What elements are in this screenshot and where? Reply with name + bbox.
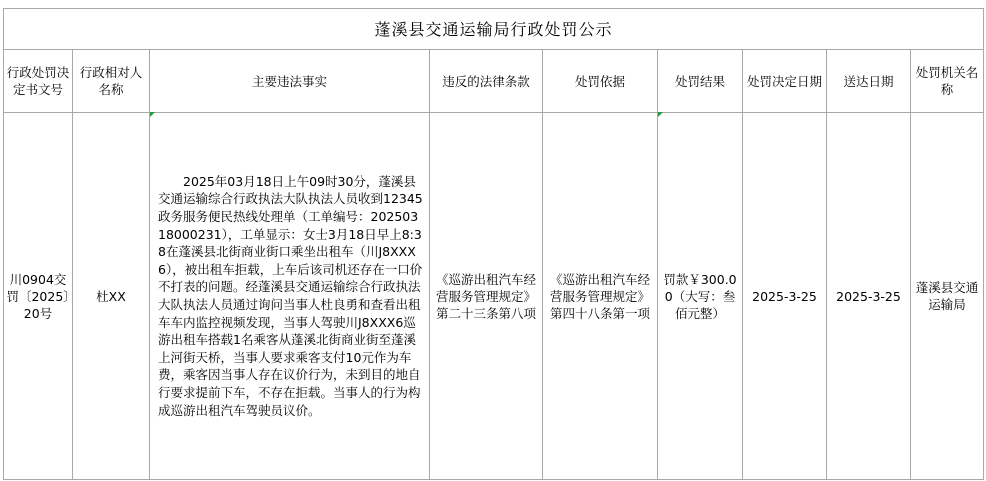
cell-penalty-basis[interactable]: 《巡游出租汽车经营服务管理规定》第四十八条第一项 <box>543 113 658 480</box>
header-decision-date[interactable]: 处罚决定日期 <box>743 50 827 113</box>
header-party-name[interactable]: 行政相对人名称 <box>73 50 150 113</box>
cell-delivery-date[interactable]: 2025-3-25 <box>827 113 911 480</box>
facts-text: 2025年03月18日上午09时30分，蓬溪县交通运输综合行政执法大队执法人员收到12345政务服务便民热线处理单（工单编号：20250318000231），工单显示：女士3月18日早上8:38在蓬溪县北街商业街口乘坐出租车（川J8XXX6），被出租车拒载，上车后该司机还存在一口价不打表的问题。经蓬溪县交通运输综合行政执法大队执法人员通过询问当事人杜良勇和查看出租车车内监控视频发现，当事人驾驶川J8XXX6巡游出租车搭载1名乘客从蓬溪北街商业街至蓬溪上河街天桥，当事人要求乘客支付10元作为车费，乘客因当事人存在议价行为，未到目的地自行要求提前下车，不存在拒载。当事人的行为构成巡游出租汽车驾驶员议价。 <box>158 173 423 418</box>
cell-comment-marker-icon <box>658 112 663 117</box>
header-penalty-basis[interactable]: 处罚依据 <box>543 50 658 113</box>
header-row <box>4 50 984 113</box>
cell-doc-number[interactable]: 川0904交罚〔2025〕20号 <box>4 113 73 480</box>
cell-authority[interactable]: 蓬溪县交通运输局 <box>911 113 984 480</box>
cell-result[interactable]: 罚款￥300.00（大写：叁佰元整） <box>658 113 743 480</box>
header-delivery-date[interactable]: 送达日期 <box>827 50 911 113</box>
penalty-table <box>3 8 984 480</box>
cell-comment-marker-icon <box>150 112 155 117</box>
header-violated-clause[interactable]: 违反的法律条款 <box>430 50 543 113</box>
cell-party-name[interactable]: 杜XX <box>73 113 150 480</box>
header-result[interactable]: 处罚结果 <box>658 50 743 113</box>
table-row <box>4 113 984 480</box>
header-doc-number[interactable]: 行政处罚决定书文号 <box>4 50 73 113</box>
cell-decision-date[interactable]: 2025-3-25 <box>743 113 827 480</box>
table-title[interactable]: 蓬溪县交通运输局行政处罚公示 <box>4 9 984 50</box>
cell-facts[interactable] <box>150 113 430 480</box>
header-authority[interactable]: 处罚机关名称 <box>911 50 984 113</box>
header-facts[interactable]: 主要违法事实 <box>150 50 430 113</box>
cell-violated-clause[interactable]: 《巡游出租汽车经营服务管理规定》第二十三条第八项 <box>430 113 543 480</box>
